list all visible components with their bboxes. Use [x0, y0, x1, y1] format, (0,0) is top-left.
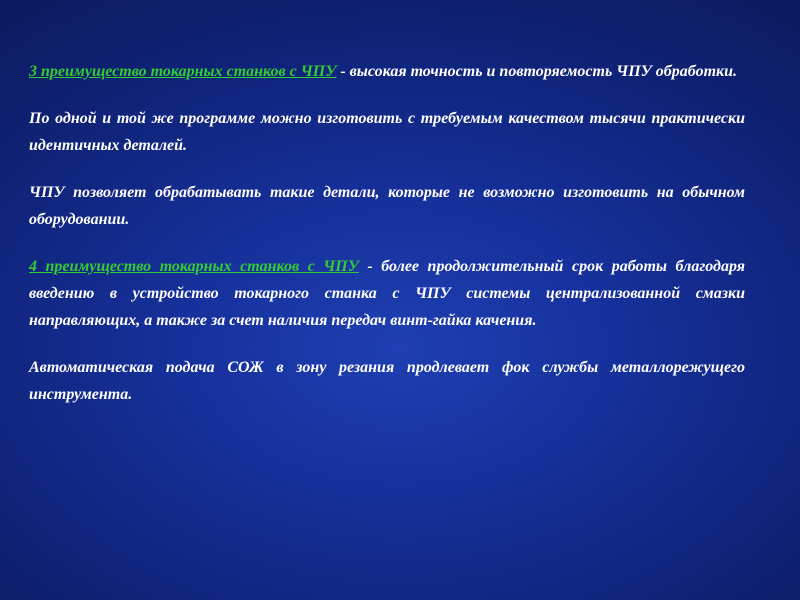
complex-parts-text: ЧПУ позволяет обрабатывать такие детали, которые не возможно изготовить на обычном оборудовании. — [29, 184, 745, 228]
identical-parts-text: По одной и той же программе можно изготовить с требуемым качеством тысячи практически идентичных деталей. — [29, 110, 745, 154]
advantage-4-text: - более продолжительный срок работы благодаря введению в устройство токарного станка с ЧПУ системы централизованной смазки направляющих, а также за счет наличия передач винт-гайка качения. — [29, 258, 745, 329]
advantage-4-heading: 4 преимущество токарных станков с ЧПУ — [29, 258, 359, 275]
slide-body — [29, 58, 745, 428]
coolant-text: Автоматическая подача СОЖ в зону резания продлевает фок службы металлорежущего инструмента. — [29, 359, 745, 403]
paragraph-coolant — [29, 354, 745, 408]
advantage-3-text: - высокая точность и повторяемость ЧПУ обработки. — [336, 63, 738, 80]
paragraph-identical-parts — [29, 105, 745, 159]
paragraph-advantage-3 — [29, 58, 745, 85]
paragraph-complex-parts — [29, 179, 745, 233]
advantage-3-heading: 3 преимущество токарных станков с ЧПУ — [29, 63, 337, 80]
paragraph-advantage-4 — [29, 253, 745, 334]
